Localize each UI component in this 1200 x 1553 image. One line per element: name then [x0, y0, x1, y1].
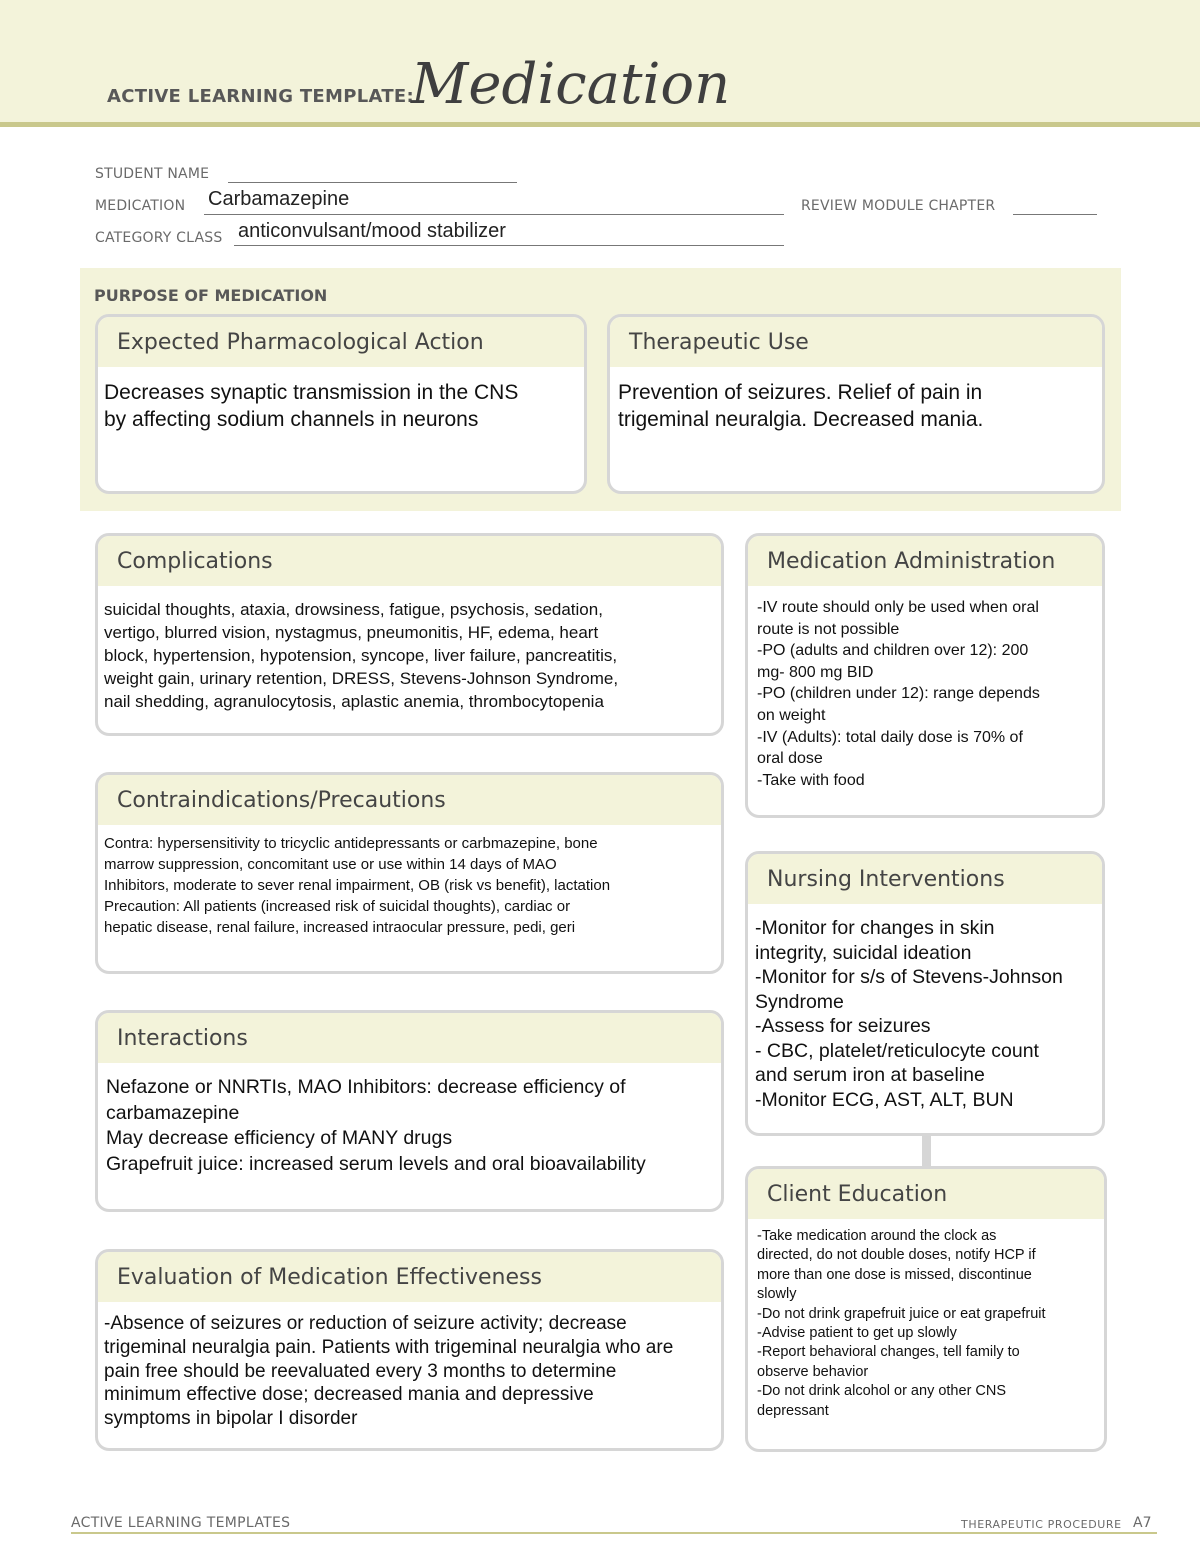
evaluation-text[interactable]: -Absence of seizures or reduction of seizure activity; decrease trigeminal neuralgia pain. Patients with trigeminal neuralgia who are pain free should be reevaluated every 3 months to determine minimum effective dose; decreased mania and depressive symptoms in bipolar I disorder — [104, 1313, 674, 1430]
header-label: ACTIVE LEARNING TEMPLATE: — [107, 86, 414, 107]
purpose-title: PURPOSE OF MEDICATION — [94, 286, 328, 305]
medication-line[interactable] — [204, 214, 784, 215]
contraindications-card — [95, 772, 724, 974]
review-module-line[interactable] — [1013, 214, 1097, 215]
complications-card — [95, 533, 724, 736]
footer-right-label: THERAPEUTIC PROCEDURE — [961, 1518, 1122, 1531]
nursing-interventions-card — [745, 851, 1105, 1136]
contraindications-title: Contraindications/Precautions — [98, 775, 721, 825]
therapeutic-use-card — [607, 314, 1105, 494]
client-education-card — [745, 1166, 1107, 1452]
expected-action-card — [95, 314, 587, 494]
category-class-value: anticonvulsant/mood stabilizer — [238, 220, 506, 242]
contraindications-text[interactable]: Contra: hypersensitivity to tricyclic antidepressants or carbmazepine, bone marrow suppression, concomitant use or use within 14 days of MAO Inhibitors, moderate to sever renal impairment, OB (risk vs benefit), lactation Precaution: All patients (increased risk of suicidal thoughts), cardiac or hepatic disease, renal failure, increased intraocular pressure, pedi, geri — [104, 835, 611, 936]
category-class-label: CATEGORY CLASS — [95, 230, 223, 246]
footer-rule — [71, 1532, 1157, 1534]
footer-left-label: ACTIVE LEARNING TEMPLATES — [71, 1515, 291, 1531]
medication-administration-text[interactable]: -IV route should only be used when oral route is not possible -PO (adults and children over 12): 200 mg- 800 mg BID -PO (children under 12): range depends on weight -IV (Adults): total daily dose is 70% of oral dose -Take with food — [757, 599, 1040, 789]
interactions-title: Interactions — [98, 1013, 721, 1063]
page-number: A7 — [1133, 1515, 1152, 1531]
therapeutic-use-text[interactable]: Prevention of seizures. Relief of pain in trigeminal neuralgia. Decreased mania. — [618, 381, 984, 431]
nursing-interventions-title: Nursing Interventions — [748, 854, 1102, 904]
expected-action-title: Expected Pharmacological Action — [98, 317, 584, 367]
complications-title: Complications — [98, 536, 721, 586]
client-education-title: Client Education — [748, 1169, 1104, 1219]
card-connector — [922, 1136, 931, 1166]
medication-label: MEDICATION — [95, 198, 186, 214]
student-name-label: STUDENT NAME — [95, 166, 210, 182]
evaluation-card — [95, 1249, 724, 1451]
expected-action-text[interactable]: Decreases synaptic transmission in the CNS by affecting sodium channels in neurons — [104, 381, 519, 431]
header-rule — [0, 122, 1200, 127]
medication-administration-title: Medication Administration — [748, 536, 1102, 586]
interactions-card — [95, 1010, 724, 1212]
nursing-interventions-text[interactable]: -Monitor for changes in skin integrity, suicidal ideation -Monitor for s/s of Stevens-Johnson Syndrome -Assess for seizures - CBC, platelet/reticulocyte count and serum iron at baseline -Monitor ECG, AST, ALT, BUN — [755, 917, 1063, 1111]
evaluation-title: Evaluation of Medication Effectiveness — [98, 1252, 721, 1302]
client-education-text[interactable]: -Take medication around the clock as directed, do not double doses, notify HCP if more than one dose is missed, discontinue slowly -Do not drink grapefruit juice or eat grapefruit -Advise patient to get up slowly -Report behavioral changes, tell family to observe behavior -Do not drink alcohol or any other CNS depressant — [757, 1228, 1046, 1419]
page-title: Medication — [411, 52, 731, 117]
interactions-text[interactable]: Nefazone or NNRTIs, MAO Inhibitors: decrease efficiency of carbamazepine May decrease efficiency of MANY drugs Grapefruit juice: increased serum levels and oral bioavailability — [106, 1076, 646, 1175]
complications-text[interactable]: suicidal thoughts, ataxia, drowsiness, fatigue, psychosis, sedation, vertigo, blurred vision, nystagmus, pneumonitis, HF, edema, heart block, hypertension, hypotension, syncope, liver failure, pancreatitis, weight gain, urinary retention, DRESS, Stevens-Johnson Syndrome, nail shedding, agranulocytosis, aplastic anemia, thrombocytopenia — [104, 600, 619, 711]
therapeutic-use-title: Therapeutic Use — [610, 317, 1102, 367]
medication-administration-card — [745, 533, 1105, 818]
student-name-line[interactable] — [228, 182, 517, 183]
medication-value: Carbamazepine — [208, 188, 350, 210]
review-module-label: REVIEW MODULE CHAPTER — [801, 198, 996, 214]
category-class-line[interactable] — [234, 245, 784, 246]
